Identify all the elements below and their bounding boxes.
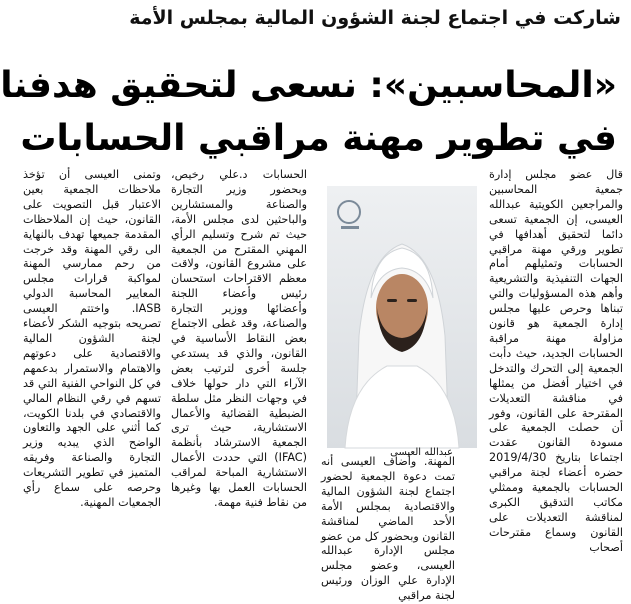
article-column-4 — [23, 168, 161, 535]
portrait-image — [327, 186, 477, 448]
column-3-text: الحسابات د.علي رخيص، وبحضور وزير التجارة والصناعة والمستشارين والباحثين لدى مجلس الأمة، حيث تم شرح وتسليم الرأي المهني المقترح من الجمعية على مشروع القانون، ولاقت معظم الاقتراحات استحسان رئيس وأعضاء اللجنة وأعضائها ووزير التجارة والصناعة، وقد غطى الاجتماع بعض النقاط الأساسية في القانون، والذي قد يستدعي جلسة أخرى لترتيب بعض الآراء التي دار حولها خلاف في وجهات النظر مثل سلطة الضبطية القضائية والأعمال الاستشارية، حيث ترى الجمعية الاسترشاد بأنظمة (IFAC) التي حددت الأعمال الاستشارية المباحة لمراقب الحسابات العمل بها وغيرها من نقاط فنية مهمة. — [171, 168, 307, 509]
article-column-3 — [171, 168, 307, 535]
column-4-text: وتمنى العيسى أن تؤخذ ملاحظات الجمعية بعين الاعتبار قبل التصويت على القانون، حيث إن الملاحظات المقدمة جميعها تهدف بالنهاية الى رقي المهنة وقد خرجت من رحم ممارسي المهنة لمواكبة قرارات مجلس المعايير المحاسبة الدولي IASB. واختتم العيسى تصريحه بتوجيه الشكر لأعضاء لجنة الشؤون المالية والاقتصادية على دعوتهم والاهتمام والاستمرار بدعمهم في كل النواحي الفنية التي قد تسهم في رقي النظام المالي والاقتصادي في بلدنا الكويت، كما أثني على الجهد والتعاون الواضح الذي يبديه وزير التجارة والصناعة وفريقه المتميز في تطوير التشريعات وحرصه على سماع رأي الجمعيات المهنية. — [23, 168, 161, 509]
portrait-photo — [327, 186, 477, 448]
headline-line-2: في تطوير مهنة مراقبي الحسابات — [20, 118, 617, 159]
column-1-text: قال عضو مجلس إدارة جمعية المحاسبين والمراجعين الكويتية عبدالله العيسى، إن الجمعية تسعى دائما لتحقيق أهدافها في تطوير ورقي مهنة مراقبي الحسابات وتمثيلهم أمام الجهات التنفيذية والتشريعية وأهم هذه المسؤوليات والتي تبناها وحرص عليها مجلس إدارة الجمعية هو قانون مزاولة مهنة مراقبة الحسابات الجديد، حيث دأبت الجمعية إلى التحرك والتدخل في اختيار أفضل من يمثلها في مناقشة التعديلات المقترحة على القانون، وفور أن حصلت الجمعية على مسودة القانون عقدت اجتماعا بتاريخ 2019/4/30 حضره أعضاء لجنة مراقبي الحسابات بالجمعية وممثلي مكاتب التدقيق الكبرى لمناقشة التعديلات على القانون وسماع مقترحات أصحاب — [489, 168, 623, 554]
headline-line-1: «المحاسبين»: نسعى لتحقيق هدفنا — [0, 65, 617, 106]
article-headline — [0, 60, 617, 166]
article-kicker: شاركت في اجتماع لجنة الشؤون المالية بمجلس الأمة — [129, 7, 621, 29]
column-2-text: المهنة. وأضاف العيسى أنه تمت دعوة الجمعية لحضور اجتماع لجنة الشؤون المالية والاقتصادية بمجلس الأمة الأحد الماضي لمناقشة القانون وبحضور كل من عضو مجلس الإدارة عبدالله العيسى، وعضو مجلس الإدارة علي الوزان ورئيس لجنة مراقبي — [320, 455, 455, 603]
photo-caption: عبدالله العيسى — [390, 447, 453, 458]
article-column-1 — [489, 168, 623, 554]
